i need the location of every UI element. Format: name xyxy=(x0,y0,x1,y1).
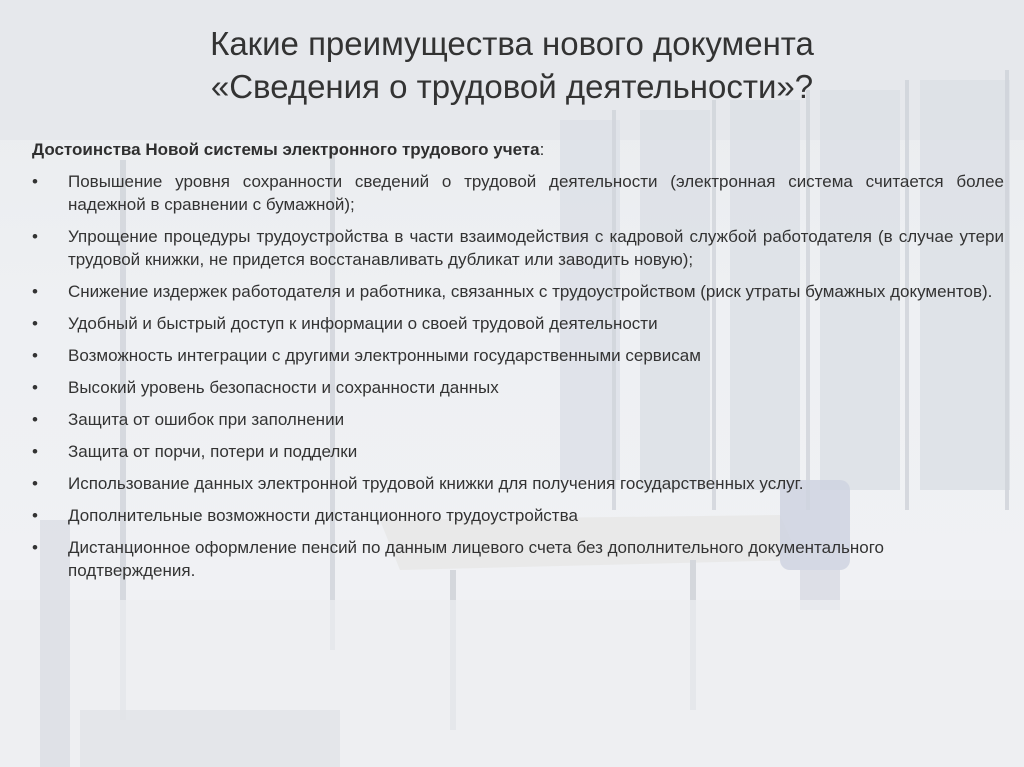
list-item xyxy=(32,280,1004,303)
list-item xyxy=(32,440,1004,463)
list-item xyxy=(32,504,1004,527)
list-item xyxy=(32,170,1004,216)
slide-title xyxy=(60,22,964,108)
bullet-icon: • xyxy=(32,172,38,191)
list-item xyxy=(32,376,1004,399)
list-item-text: Удобный и быстрый доступ к информации о своей трудовой деятельности xyxy=(68,314,658,333)
bullet-icon: • xyxy=(32,474,38,493)
title-line-2: «Сведения о трудовой деятельности»? xyxy=(210,68,814,105)
list-item-text: Использование данных электронной трудовой книжки для получения государственных услуг. xyxy=(68,474,804,493)
list-item-text: Защита от ошибок при заполнении xyxy=(68,410,345,429)
list-item xyxy=(32,472,1004,495)
list-item xyxy=(32,344,1004,367)
advantages-list xyxy=(32,170,1004,591)
bullet-icon: • xyxy=(32,506,38,525)
list-item xyxy=(32,225,1004,271)
list-item-text: Повышение уровня сохранности сведений о трудовой деятельности (электронная система считается более надежной в сравнении с бумажной); xyxy=(68,172,1004,214)
list-item-text: Защита от порчи, потери и подделки xyxy=(68,442,358,461)
list-item xyxy=(32,536,1004,582)
list-item-text: Дистанционное оформление пенсий по данным лицевого счета без дополнительного документального подтверждения. xyxy=(68,538,884,580)
list-item-text: Дополнительные возможности дистанционного трудоустройства xyxy=(68,506,578,525)
list-item xyxy=(32,408,1004,431)
bullet-icon: • xyxy=(32,538,38,557)
bullet-icon: • xyxy=(32,314,38,333)
list-item-text: Возможность интеграции с другими электронными государственными сервисам xyxy=(68,346,701,365)
bullet-icon: • xyxy=(32,410,38,429)
list-item-text: Упрощение процедуры трудоустройства в части взаимодействия с кадровой службой работодателя (в случае утери трудовой книжки, не придется восстанавливать дубликат или заводить новую); xyxy=(68,227,1004,269)
list-item-text: Высокий уровень безопасности и сохранности данных xyxy=(68,378,499,397)
bullet-icon: • xyxy=(32,378,38,397)
intro-heading xyxy=(32,139,544,161)
bullet-icon: • xyxy=(32,442,38,461)
bullet-icon: • xyxy=(32,346,38,365)
title-line-1: Какие преимущества нового документа xyxy=(210,25,814,62)
list-item xyxy=(32,312,1004,335)
intro-colon: : xyxy=(539,140,545,159)
bullet-icon: • xyxy=(32,282,38,301)
list-item-text: Снижение издержек работодателя и работника, связанных с трудоустройством (риск утраты бумажных документов). xyxy=(68,282,993,301)
intro-bold-text: Достоинства Новой системы электронного трудового учета xyxy=(32,140,540,159)
bullet-icon: • xyxy=(32,227,38,246)
